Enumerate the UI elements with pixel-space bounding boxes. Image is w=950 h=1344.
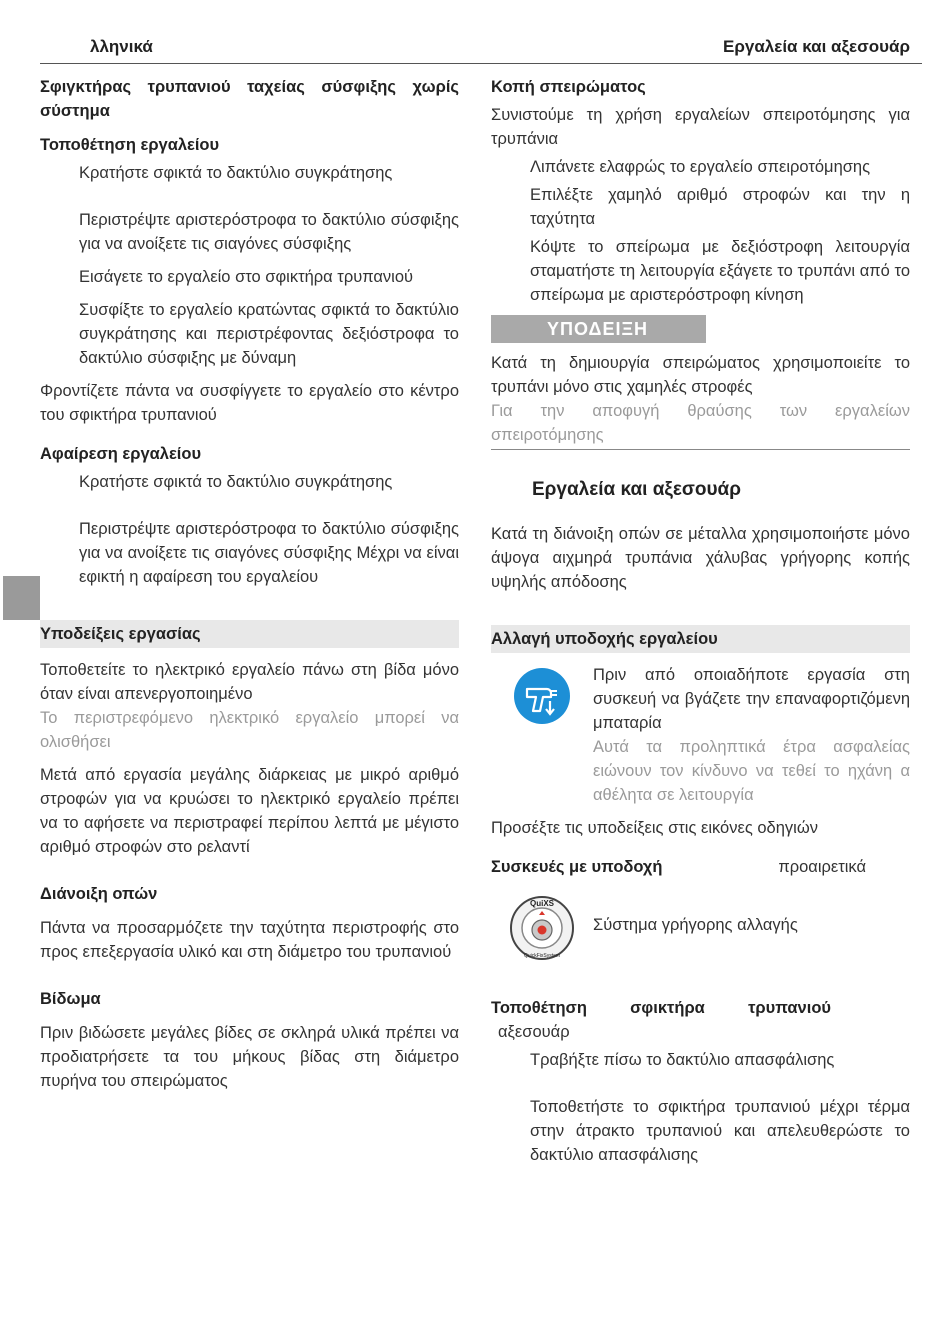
side-tab-marker [3, 576, 40, 620]
header-section: Εργαλεία και αξεσουάρ [723, 37, 910, 56]
mount-step: Τραβήξτε πίσω το δακτύλιο απασφάλισης [530, 1051, 835, 1069]
center-note: Φροντίζετε πάντα να συσφίγγετε το εργαλείο στο κέντρο του σφικτήρα τρυπανιού [40, 382, 459, 424]
insert-step: Περιστρέψτε αριστερόστροφα το δακτύλιο σύσφιξης για να ανοίξετε τις σιαγόνες σύσφιξης [79, 211, 459, 253]
quix-logo-text: QuiXS [529, 899, 555, 908]
quix-text: Σύστημα γρήγορης αλλαγής [593, 916, 798, 934]
remove-battery-icon [513, 667, 571, 725]
insert-title: Τοποθέτηση εργαλείου [40, 136, 220, 154]
drill-text: Πάντα να προσαρμόζετε την ταχύτητα περιστροφής στο προς επεξεργασία υλικό και στη διάμετρο του τρυπανιού [40, 919, 459, 961]
thread-step: Κόψτε το σπείρωμα με δεξιόστροφη λειτουργία σταματήστε τη λειτουργία εξάγετε το τρυπάνι από το σπείρωμα με αριστερόστροφη κίνηση [530, 238, 910, 304]
mount-step: Τοποθετήστε το σφικτήρα τρυπανιού μέχρι τέρμα στην άτρακτο τρυπανιού και απελευθερώστε το δακτύλιο απασφάλισης [530, 1098, 910, 1164]
insert-step: Κρατήστε σφικτά το δακτύλιο συγκράτησης [79, 164, 393, 182]
note-rule [491, 449, 910, 450]
insert-step: Συσφίξτε το εργαλείο κρατώντας σφικτά το δακτύλιο συγκράτησης και περιστρέφοντας δεξιόστροφα το δακτύλιο σύσφιξης με δύναμη [79, 301, 459, 367]
screw-text: Πριν βιδώσετε μεγάλες βίδες σε σκληρά υλικά πρέπει να προδιατρήσετε τα του μήκους βίδας στη διάμετρο πυρήνα του σπειρώματος [40, 1024, 459, 1090]
change-text: Πριν από οποιαδήποτε εργασία στη συσκευή να βγάζετε την επαναφορτιζόμενη μπαταρία [593, 666, 910, 732]
note-warning: Για την αποφυγή θραύσης των εργαλείων σπειροτόμησης [491, 402, 910, 444]
change-warning: Αυτά τα προληπτικά έτρα ασφαλείας ειώνουν τον κίνδυνο να τεθεί το ηχάνη α αθέλητα σε λειτουργία [593, 738, 910, 804]
observe-text: Προσέξτε τις υποδείξεις στις εικόνες οδηγιών [491, 819, 818, 837]
note-label: ΥΠΟΔΕΙΞΗ [491, 315, 706, 343]
tips-paragraph-2: Μετά από εργασία μεγάλης διάρκειας με μικρό αριθμό στροφών για να κρυώσει το ηλεκτρικό εργαλείο πρέπει να το αφήσετε να περιστραφεί περίπου λεπτά με μέγιστο αριθμό στροφών στο ρελαντί [40, 766, 459, 856]
header-language: λληνικά [90, 37, 153, 56]
remove-title: Αφαίρεση εργαλείου [40, 445, 202, 463]
thread-intro: Συνιστούμε τη χρήση εργαλείων σπειροτόμησης για τρυπάνια [491, 106, 910, 148]
devices-label: Συσκευές με υποδοχή [491, 858, 663, 876]
mount-title: Τοποθέτηση σφικτήρα τρυπανιού [491, 999, 831, 1017]
header-rule [40, 63, 922, 64]
quix-row [491, 893, 910, 968]
battery-notice [491, 663, 910, 816]
change-title: Αλλαγή υποδοχής εργαλείου [491, 625, 910, 653]
section-title: Εργαλεία και αξεσουάρ [532, 479, 741, 500]
screw-title: Βίδωμα [40, 990, 101, 1008]
left-column [40, 75, 459, 1102]
thread-step: Επιλέξτε χαμηλό αριθμό στροφών και την η ταχύτητα [530, 186, 910, 228]
drill-title: Διάνοιξη οπών [40, 885, 158, 903]
tips-title: Υποδείξεις εργασίας [40, 620, 459, 648]
metal-text: Κατά τη διάνοιξη οπών σε μέταλλα χρησιμοποιήστε μόνο άψογα αιχμηρά τρυπάνια χάλυβας γρήγορης κοπής υψηλής απόδοσης [491, 525, 910, 591]
note-text: Κατά τη δημιουργία σπειρώματος χρησιμοποιείτε το τρυπάνι μόνο στις χαμηλές στροφές [491, 354, 910, 396]
mount-subtitle: αξεσουάρ [498, 1023, 570, 1041]
thread-step: Λιπάνετε ελαφρώς το εργαλείο σπειροτόμησης [530, 158, 871, 176]
chuck-title: Σφιγκτήρας τρυπανιού ταχείας σύσφιξης χωρίς σύστημα [40, 78, 459, 120]
quix-logo-subtext: QuickFixSystem [523, 953, 561, 959]
remove-step: Περιστρέψτε αριστερόστροφα το δακτύλιο σύσφιξης για να ανοίξετε τις σιαγόνες σύσφιξης Μέχρι να είναι εφικτή η αφαίρεση του εργαλείου [79, 520, 459, 586]
thread-title: Κοπή σπειρώματος [491, 78, 646, 96]
insert-step: Εισάγετε το εργαλείο στο σφικτήρα τρυπανιού [79, 268, 414, 286]
devices-optional: προαιρετικά [778, 858, 866, 876]
quix-logo-icon [509, 895, 575, 961]
devices-row [491, 855, 910, 883]
tips-warning: Το περιστρεφόμενο ηλεκτρικό εργαλείο μπορεί να ολισθήσει [40, 709, 459, 751]
tips-paragraph: Τοποθετείτε το ηλεκτρικό εργαλείο πάνω στη βίδα μόνο όταν είναι απενεργοποιημένο [40, 661, 459, 703]
remove-step: Κρατήστε σφικτά το δακτύλιο συγκράτησης [79, 473, 393, 491]
right-column [491, 75, 910, 1176]
